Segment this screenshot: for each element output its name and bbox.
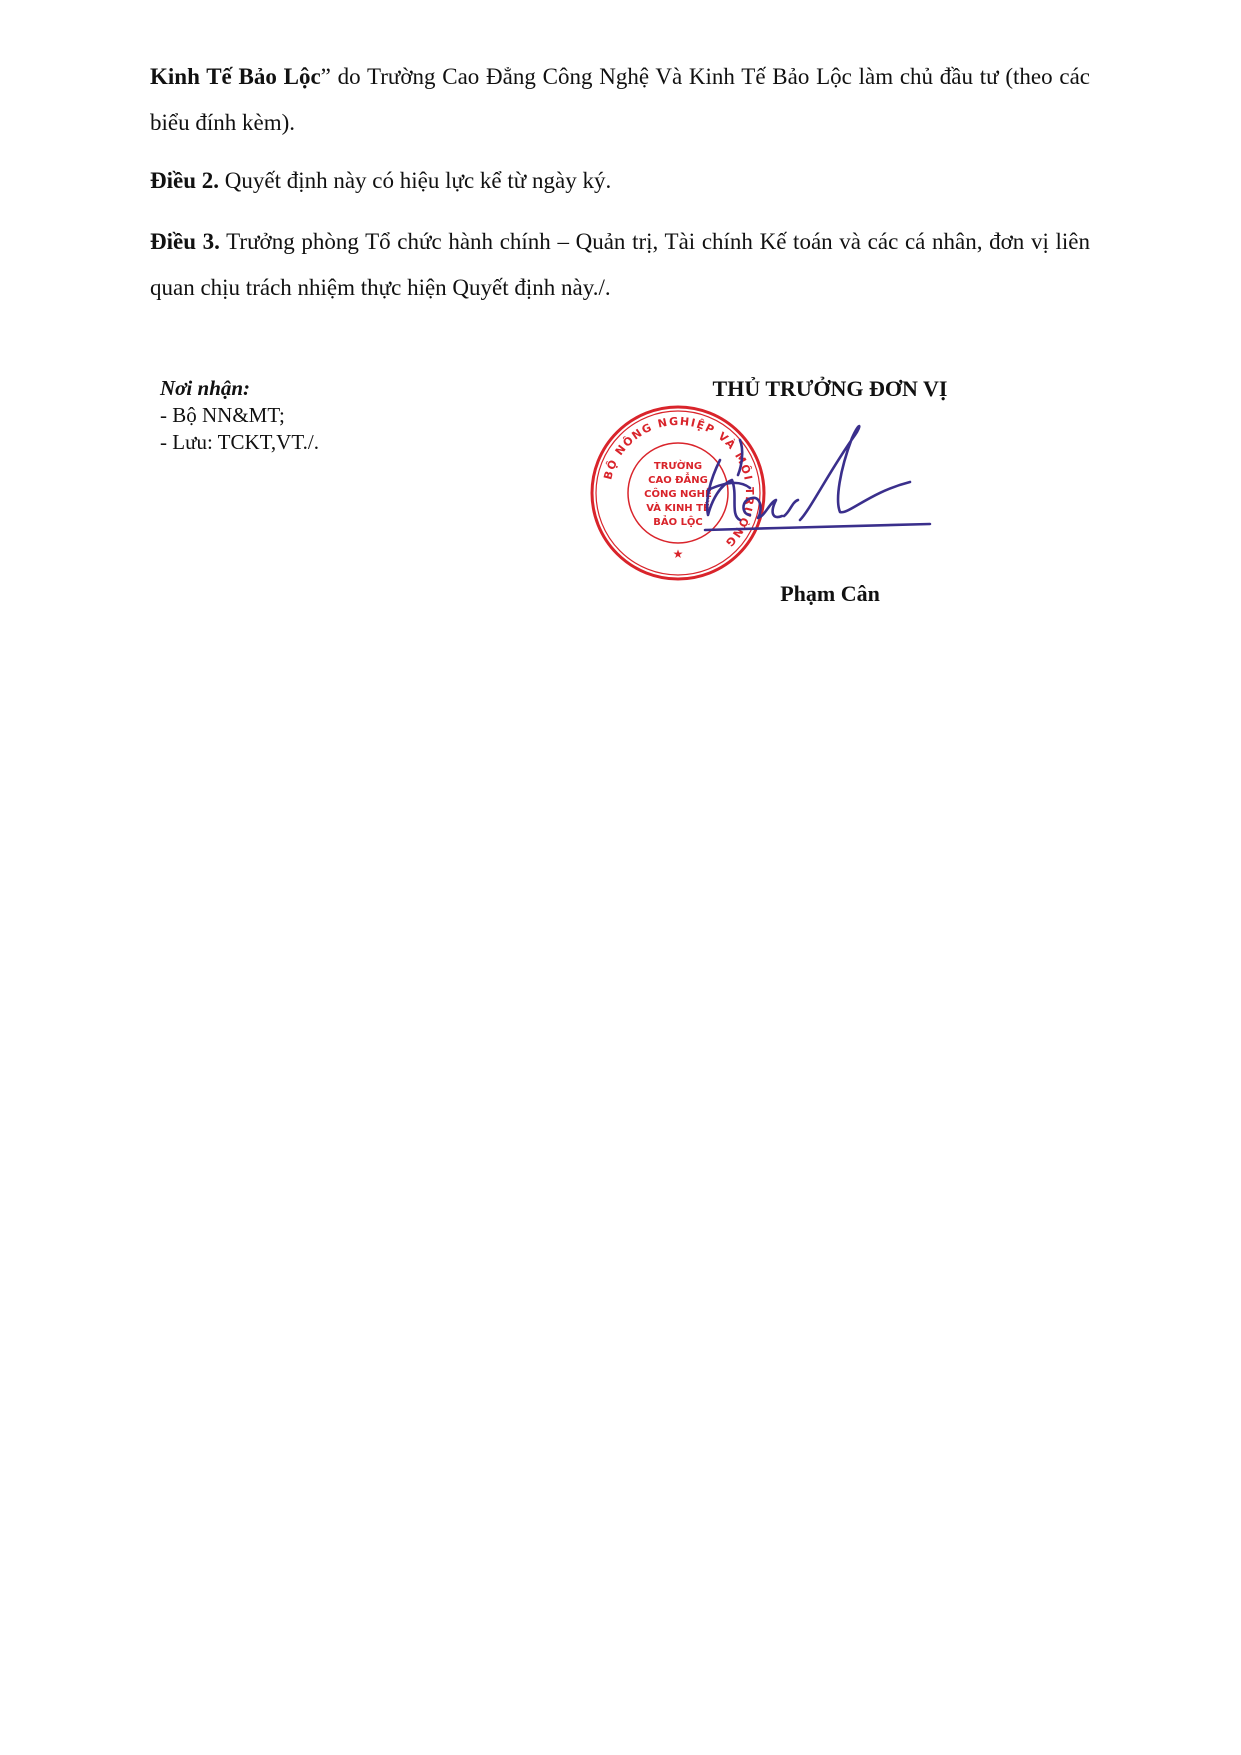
article-3-text: Trưởng phòng Tổ chức hành chính – Quản trị, Tài chính Kế toán và các cá nhân, đơn vị liên quan chịu trách nhiệm thực hiện Quyết định này./. [150,229,1091,300]
svg-text:BẢO LỘC: BẢO LỘC [653,517,703,528]
recipients-block [160,375,319,456]
svg-text:BỘ NÔNG NGHIỆP VÀ MÔI TRƯỜNG: BỘ NÔNG NGHIỆP VÀ MÔI TRƯỜNG [601,414,757,551]
svg-text:TRƯỜNG: TRƯỜNG [653,461,703,472]
article-2-text: Quyết định này có hiệu lực kể từ ngày ký. [219,168,612,193]
svg-text:CÔNG NGHỆ: CÔNG NGHỆ [644,489,712,500]
signature-title: THỦ TRƯỞNG ĐƠN VỊ [712,376,948,401]
handwritten-signature [680,420,940,550]
article-3-label: Điều 3. [150,229,220,254]
recipients-heading: Nơi nhận: [160,376,251,400]
school-name-bold: Kinh Tế Bảo Lộc [150,64,321,89]
recipient-item: - Lưu: TCKT,VT./. [160,430,319,454]
paragraph-decision-scope [150,54,1090,146]
signer-name: Phạm Cân [780,581,880,606]
paragraph-text: ” do Trường Cao Đẳng Công Nghệ Và Kinh Tế Bảo Lộc làm chủ đầu tư (theo các biểu đính kèm). [150,64,1091,135]
recipient-item: - Bộ NN&MT; [160,403,285,427]
article-2-label: Điều 2. [150,168,219,193]
article-3 [150,219,1090,311]
article-2 [150,158,1090,204]
svg-text:VÀ KINH TẾ: VÀ KINH TẾ [646,503,710,514]
svg-text:CAO ĐẲNG: CAO ĐẲNG [648,475,708,486]
svg-text:★: ★ [672,547,684,561]
